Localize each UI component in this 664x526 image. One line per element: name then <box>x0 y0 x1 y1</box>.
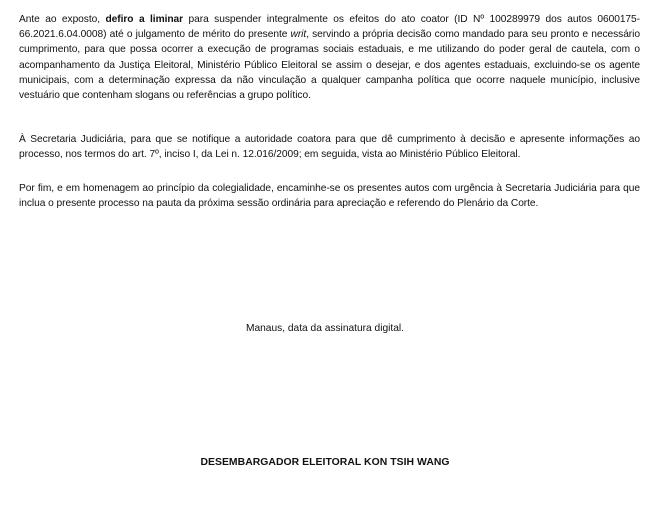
decision-text-middle: para suspender integralmente os efeitos do ato coator (ID Nº 100289979 dos autos 0600175-66.2021.6.04.0008) até o julgamento de mérito do presente <box>19 14 641 41</box>
decision-italic-text: writ <box>290 29 307 41</box>
decision-text-start: Ante ao exposto, <box>19 14 106 25</box>
signature-name: DESEMBARGADOR ELEITORAL KON TSIH WANG <box>200 457 450 468</box>
place-date-line: Manaus, data da assinatura digital. <box>245 323 404 334</box>
closing-paragraph: Por fim, e em homenagem ao princípio da colegialidade, encaminhe-se os presentes autos com urgência à Secretaria Judiciária para que inclua o presente processo na pauta da próxima sessão ordinária para apreciação e referendo do Plenário da Corte. <box>19 183 640 210</box>
decision-paragraph <box>19 12 640 103</box>
notification-paragraph: À Secretaria Judiciária, para que se notifique a autoridade coatora para que dê cumprimento à decisão e apresente informações ao processo, nos termos do art. 7º, inciso I, da Lei n. 12.016/2009; em seguida, vista ao Ministério Público Eleitoral. <box>19 134 640 161</box>
decision-bold-text: defiro a liminar <box>105 14 184 25</box>
decision-text-end: , servindo a própria decisão como mandado para seu pronto e necessário cumprimento, para que possa ocorrer a execução de programas sociais estaduais, e me utilizando do poder geral de cautela, com o acompanhamento da Justiça Eleitoral, Ministério Público Eleitoral se assim o desejar, e dos agentes estaduais, excluindo-se os agente municipais, com a determinação expressa da não vinculação a qualquer campanha política que ocorre naquele município, inclusive vestuário que contenham slogans ou referências a grupo político. <box>19 29 640 102</box>
